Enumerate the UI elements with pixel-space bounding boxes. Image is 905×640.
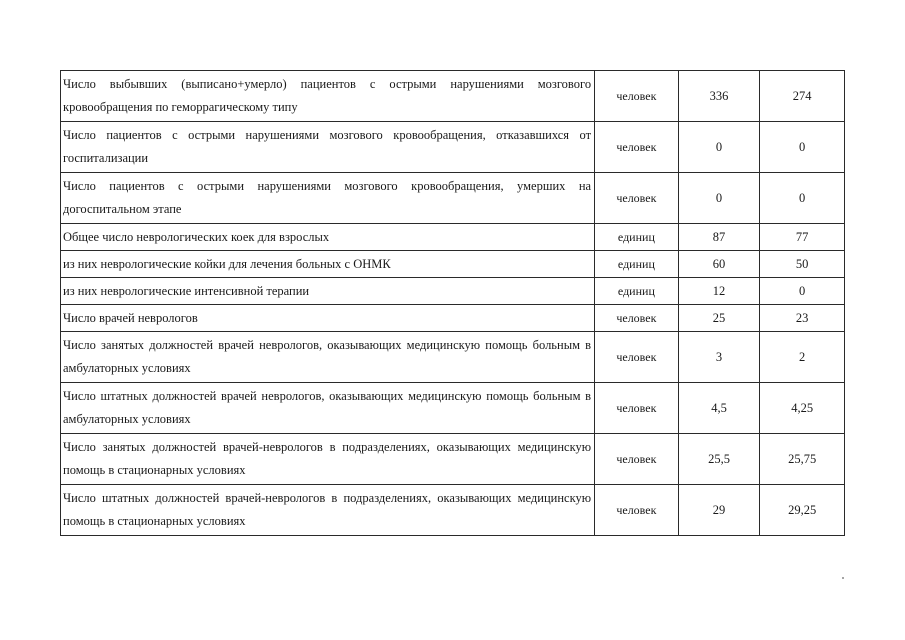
row-value-2: 274 (760, 71, 845, 122)
row-description: Число пациентов с острыми нарушениями мозгового кровообращения, отказавшихся от госпитализации (61, 122, 595, 173)
row-description: Общее число неврологических коек для взрослых (61, 224, 595, 251)
row-description: Число штатных должностей врачей неврологов, оказывающих медицинскую помощь больным в амбулаторных условиях (61, 383, 595, 434)
row-value-1: 0 (678, 173, 760, 224)
row-value-2: 50 (760, 251, 845, 278)
row-value-2: 2 (760, 332, 845, 383)
row-description: Число занятых должностей врачей неврологов, оказывающих медицинскую помощь больным в амбулаторных условиях (61, 332, 595, 383)
row-unit: единиц (595, 224, 679, 251)
table-row (61, 173, 845, 224)
row-unit: единиц (595, 251, 679, 278)
row-unit: человек (595, 173, 679, 224)
row-value-2: 23 (760, 305, 845, 332)
row-value-1: 87 (678, 224, 760, 251)
table-row (61, 251, 845, 278)
row-value-1: 25,5 (678, 434, 760, 485)
row-value-1: 336 (678, 71, 760, 122)
row-value-1: 0 (678, 122, 760, 173)
table-row (61, 383, 845, 434)
row-value-2: 0 (760, 173, 845, 224)
table-row (61, 332, 845, 383)
table-row (61, 122, 845, 173)
table-row (61, 485, 845, 536)
row-value-2: 4,25 (760, 383, 845, 434)
table-row (61, 305, 845, 332)
row-value-2: 25,75 (760, 434, 845, 485)
row-description: из них неврологические койки для лечения больных с ОНМК (61, 251, 595, 278)
row-description: Число врачей неврологов (61, 305, 595, 332)
table-row (61, 224, 845, 251)
row-value-2: 0 (760, 278, 845, 305)
table-row (61, 278, 845, 305)
row-unit: человек (595, 332, 679, 383)
row-description: Число выбывших (выписано+умерло) пациентов с острыми нарушениями мозгового кровообращения по геморрагическому типу (61, 71, 595, 122)
row-unit: человек (595, 305, 679, 332)
row-unit: единиц (595, 278, 679, 305)
row-description: Число занятых должностей врачей-неврологов в подразделениях, оказывающих медицинскую помощь в стационарных условиях (61, 434, 595, 485)
row-unit: человек (595, 485, 679, 536)
table-row (61, 434, 845, 485)
row-unit: человек (595, 383, 679, 434)
scan-speck (842, 577, 844, 579)
row-value-1: 3 (678, 332, 760, 383)
row-unit: человек (595, 434, 679, 485)
row-description: Число штатных должностей врачей-неврологов в подразделениях, оказывающих медицинскую помощь в стационарных условиях (61, 485, 595, 536)
table-row (61, 71, 845, 122)
row-value-2: 0 (760, 122, 845, 173)
table-body (61, 71, 845, 536)
row-description: Число пациентов с острыми нарушениями мозгового кровообращения, умерших на догоспитальном этапе (61, 173, 595, 224)
statistics-table (60, 70, 845, 536)
row-value-1: 29 (678, 485, 760, 536)
row-value-1: 25 (678, 305, 760, 332)
row-value-1: 60 (678, 251, 760, 278)
row-unit: человек (595, 71, 679, 122)
row-value-2: 29,25 (760, 485, 845, 536)
row-description: из них неврологические интенсивной терапии (61, 278, 595, 305)
row-value-2: 77 (760, 224, 845, 251)
row-value-1: 12 (678, 278, 760, 305)
row-value-1: 4,5 (678, 383, 760, 434)
row-unit: человек (595, 122, 679, 173)
